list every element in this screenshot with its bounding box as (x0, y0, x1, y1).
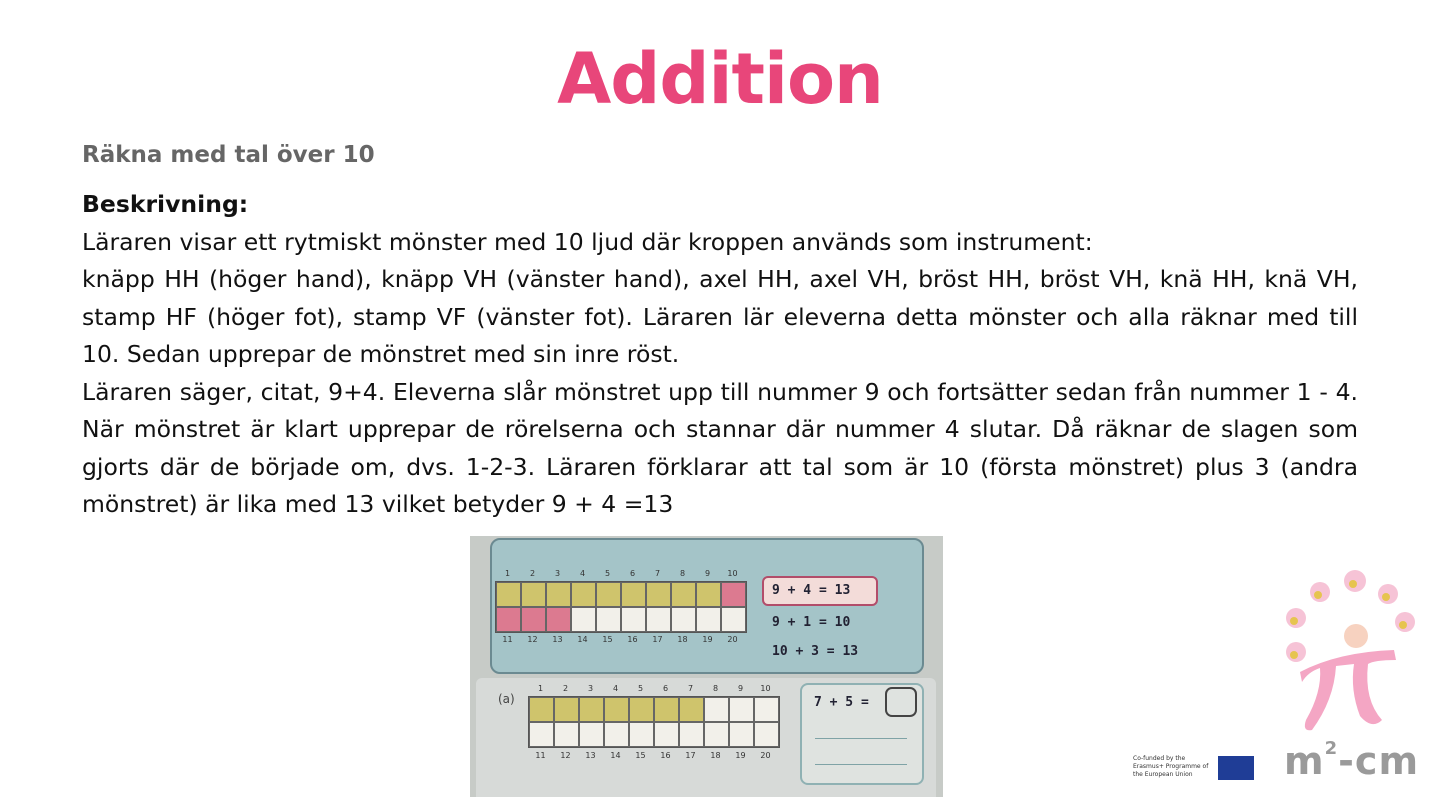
exercise-top-number: 4 (612, 684, 619, 693)
eu-cofunded-text: Co-funded by the Erasmus+ Programme of the European Union (1133, 755, 1209, 778)
bottom-number: 15 (602, 635, 613, 644)
exercise-ten-frame-grid (528, 696, 780, 748)
grid-cell (704, 722, 729, 747)
grid-cell (754, 697, 779, 722)
equation-main: 9 + 4 = 13 (772, 583, 851, 598)
grid-cell (729, 697, 754, 722)
grid-cell (629, 697, 654, 722)
logo-m: m (1284, 739, 1325, 783)
grid-cell (679, 697, 704, 722)
description-heading: Beskrivning: (82, 190, 249, 218)
exercise-bottom-number: 18 (710, 751, 721, 760)
m2cm-pi-logo-icon (1278, 560, 1428, 750)
grid-cell (604, 722, 629, 747)
grid-cell (496, 607, 521, 632)
top-number-labels (495, 569, 745, 578)
grid-cell (696, 607, 721, 632)
bottom-number: 12 (527, 635, 538, 644)
exercise-top-number: 3 (587, 684, 594, 693)
grid-cell (646, 607, 671, 632)
exercise-bottom-number-labels (528, 751, 778, 760)
worksheet-photo (470, 536, 943, 797)
exercise-equation: 7 + 5 = (814, 695, 869, 710)
bottom-number: 18 (677, 635, 688, 644)
top-number: 10 (727, 569, 738, 578)
top-number: 3 (554, 569, 561, 578)
exercise-bottom-number: 15 (635, 751, 646, 760)
grid-cell (696, 582, 721, 607)
exercise-top-number: 5 (637, 684, 644, 693)
exercise-bottom-number: 12 (560, 751, 571, 760)
grid-cell (679, 722, 704, 747)
grid-cell (754, 722, 779, 747)
eu-flag-icon (1218, 756, 1254, 780)
logo-suffix: -cm (1338, 739, 1420, 783)
bottom-number: 16 (627, 635, 638, 644)
grid-cell (554, 722, 579, 747)
top-number: 1 (504, 569, 511, 578)
grid-cell (579, 722, 604, 747)
grid-cell (596, 607, 621, 632)
grid-cell (579, 697, 604, 722)
slide-title: Addition (557, 38, 883, 120)
grid-cell (621, 582, 646, 607)
exercise-bottom-number: 13 (585, 751, 596, 760)
slide-subtitle: Räkna med tal över 10 (82, 142, 375, 168)
bottom-number: 13 (552, 635, 563, 644)
exercise-bottom-number: 16 (660, 751, 671, 760)
bottom-number: 20 (727, 635, 738, 644)
top-number: 9 (704, 569, 711, 578)
description-paragraph-3: Läraren säger, citat, 9+4. Eleverna slår mönstret upp till nummer 9 och fortsätter sedan från nummer 1 - 4. När mönstret är klart upprepar de rörelserna och stannar där nummer 4 slutar. Då räknar de slagen som gjorts där de började om, dvs. 1-2-3. Läraren förklarar att tal som är 10 (första mönstret) plus 3 (andra mönstret) är lika med 13 vilket betyder 9 + 4 =13 (82, 377, 1358, 518)
grid-cell (654, 722, 679, 747)
grid-cell (546, 582, 571, 607)
exercise-top-number: 9 (737, 684, 744, 693)
bottom-number: 17 (652, 635, 663, 644)
grid-cell (721, 607, 746, 632)
exercise-top-number: 6 (662, 684, 669, 693)
top-number: 7 (654, 569, 661, 578)
logo-superscript: 2 (1324, 738, 1339, 759)
answer-line-2 (815, 764, 907, 765)
top-number: 5 (604, 569, 611, 578)
grid-cell (529, 722, 554, 747)
grid-cell (621, 607, 646, 632)
exercise-top-number: 10 (760, 684, 771, 693)
grid-cell (521, 582, 546, 607)
description-paragraph-2: knäpp HH (höger hand), knäpp VH (vänster hand), axel HH, axel VH, bröst HH, bröst VH, knä HH, knä VH, stamp HF (höger fot), stamp VF (vänster fot). Läraren lär eleverna detta mönster och alla räknar med till 10. Sedan upprepar de mönstret med sin inre röst. (82, 265, 1358, 368)
grid-cell (629, 722, 654, 747)
exercise-top-number: 1 (537, 684, 544, 693)
equation-step-2: 10 + 3 = 13 (772, 644, 859, 659)
bottom-number-labels (495, 635, 745, 644)
grid-cell (521, 607, 546, 632)
exercise-label: (a) (498, 692, 515, 706)
exercise-bottom-number: 17 (685, 751, 696, 760)
grid-cell (596, 582, 621, 607)
grid-cell (729, 722, 754, 747)
grid-cell (704, 697, 729, 722)
m2cm-logo-text (1284, 738, 1419, 783)
grid-cell (529, 697, 554, 722)
top-number: 2 (529, 569, 536, 578)
equation-step-1: 9 + 1 = 10 (772, 615, 851, 630)
description-paragraph-1: Läraren visar ett rytmiskt mönster med 10 ljud där kroppen används som instrument: (82, 227, 1093, 256)
exercise-top-number-labels (528, 684, 778, 693)
answer-box (885, 687, 917, 717)
exercise-top-number: 7 (687, 684, 694, 693)
exercise-bottom-number: 14 (610, 751, 621, 760)
grid-cell (571, 582, 596, 607)
grid-cell (571, 607, 596, 632)
exercise-top-number: 2 (562, 684, 569, 693)
grid-cell (721, 582, 746, 607)
description-block (82, 186, 1358, 524)
bottom-number: 11 (502, 635, 513, 644)
grid-cell (554, 697, 579, 722)
grid-cell (546, 607, 571, 632)
top-number: 4 (579, 569, 586, 578)
bottom-number: 14 (577, 635, 588, 644)
exercise-top-number: 8 (712, 684, 719, 693)
grid-cell (496, 582, 521, 607)
exercise-bottom-number: 20 (760, 751, 771, 760)
grid-cell (671, 582, 696, 607)
grid-cell (671, 607, 696, 632)
top-number: 8 (679, 569, 686, 578)
exercise-bottom-number: 19 (735, 751, 746, 760)
ten-frame-grid (495, 581, 747, 633)
answer-line-1 (815, 738, 907, 739)
grid-cell (604, 697, 629, 722)
top-number: 6 (629, 569, 636, 578)
grid-cell (654, 697, 679, 722)
exercise-bottom-number: 11 (535, 751, 546, 760)
bottom-number: 19 (702, 635, 713, 644)
grid-cell (646, 582, 671, 607)
